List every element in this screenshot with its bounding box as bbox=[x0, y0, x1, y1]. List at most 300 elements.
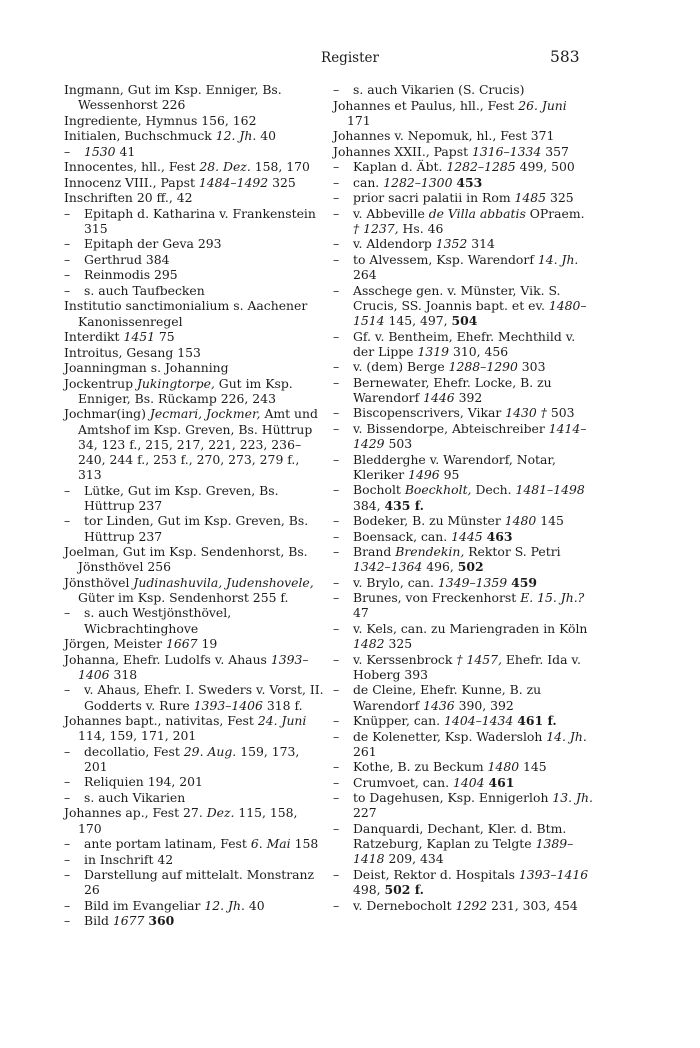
entry-text: can. bbox=[353, 174, 384, 190]
index-subentry bbox=[333, 759, 593, 774]
entry-text: 40 bbox=[244, 897, 265, 913]
entry-text: 503 bbox=[546, 405, 575, 421]
subentry-dash: – bbox=[333, 159, 340, 175]
index-subentry bbox=[333, 405, 593, 420]
index-subentry bbox=[64, 898, 324, 913]
index-entry bbox=[64, 406, 324, 482]
subentry-dash: – bbox=[333, 374, 340, 390]
entry-text: 318 f. bbox=[262, 697, 303, 713]
entry-text: Reliquien 194, 201 bbox=[84, 774, 203, 790]
subentry-dash: – bbox=[64, 143, 71, 159]
entry-text: 12. Jh. bbox=[215, 128, 257, 144]
entry-text: s. auch Vikarien (S. Crucis) bbox=[353, 82, 525, 97]
entry-text: Bodeker, B. zu Münster bbox=[353, 513, 505, 529]
entry-text: Gf. v. Bentheim, Ehefr. Mechthild v. der Lippe bbox=[353, 328, 576, 359]
entry-text: de Cleine, Ehefr. Kunne, B. zu Warendorf bbox=[353, 682, 542, 713]
subentry-dash: – bbox=[333, 759, 340, 775]
entry-text: v. Bissendorpe, Abteischreiber bbox=[353, 420, 549, 436]
entry-text: Joanningman s. Johanning bbox=[64, 360, 229, 376]
entry-text: 13. Jh. bbox=[552, 790, 593, 806]
entry-text: Gerthrud 384 bbox=[84, 251, 170, 267]
entry-text: 503 bbox=[384, 436, 413, 452]
entry-text: Lütke, Gut im Ksp. Greven, Bs. Hüttrup 237 bbox=[84, 482, 279, 513]
entry-text: v. Kels, can. zu Mariengraden in Köln bbox=[353, 620, 588, 636]
entry-text: 1446 bbox=[423, 389, 455, 405]
subentry-dash: – bbox=[333, 82, 340, 97]
index-subentry bbox=[64, 236, 324, 251]
entry-text: v. Aldendorp bbox=[353, 236, 436, 252]
index-subentry bbox=[333, 590, 593, 620]
subentry-dash: – bbox=[333, 774, 340, 790]
entry-text: 41 bbox=[115, 143, 136, 159]
entry-text: in Inschrift 42 bbox=[84, 851, 174, 867]
index-subentry bbox=[64, 267, 324, 282]
index-entry bbox=[64, 636, 324, 651]
entry-text: v. Dernebocholt bbox=[353, 897, 456, 913]
index-entry bbox=[64, 544, 324, 574]
entry-text: Judinashuvila, Judenshovele, bbox=[133, 574, 314, 590]
index-column-right bbox=[333, 82, 593, 913]
index-entry bbox=[64, 298, 324, 328]
entry-text: OPraem. bbox=[525, 205, 585, 221]
index-entry bbox=[64, 329, 324, 344]
entry-text: 504 bbox=[451, 313, 478, 329]
entry-text: v. Abbeville bbox=[353, 205, 429, 221]
subentry-dash: – bbox=[333, 866, 340, 882]
subentry-dash: – bbox=[333, 420, 340, 436]
index-subentry bbox=[333, 375, 593, 405]
entry-text: Danquardi, Dechant, Kler. d. Btm. Ratzeburg, Kaplan zu Telgte bbox=[353, 820, 567, 852]
entry-text: 1436 bbox=[423, 697, 455, 713]
entry-text: Jörgen, Meister bbox=[64, 636, 166, 652]
entry-text: 6. Mai bbox=[250, 836, 291, 852]
entry-text: 502 f. bbox=[384, 882, 424, 898]
entry-text: Gut im Ksp. Enniger, Bs. Rückamp 226, 243 bbox=[78, 375, 293, 406]
entry-text: 1481–1498 bbox=[515, 482, 585, 498]
entry-text: Biscopenscrivers, Vikar bbox=[353, 405, 506, 421]
subentry-dash: – bbox=[333, 482, 340, 498]
subentry-dash: – bbox=[64, 836, 71, 852]
entry-text: 384, bbox=[353, 497, 385, 513]
entry-text: 24. Juni bbox=[257, 713, 307, 729]
entry-text: Epitaph der Geva 293 bbox=[84, 236, 222, 252]
subentry-dash: – bbox=[64, 513, 71, 529]
index-subentry bbox=[333, 529, 593, 544]
index-entry bbox=[333, 144, 593, 159]
entry-text: 171 bbox=[347, 112, 371, 128]
entry-text: de Kolenetter, Ksp. Wadersloh bbox=[353, 728, 547, 744]
subentry-dash: – bbox=[64, 236, 71, 252]
entry-text: 1288–1290 bbox=[448, 359, 518, 375]
entry-text: s. auch Taufbecken bbox=[84, 282, 205, 298]
index-subentry bbox=[333, 729, 593, 759]
entry-text: 318 bbox=[109, 666, 138, 682]
index-subentry bbox=[333, 175, 593, 190]
subentry-dash: – bbox=[333, 544, 340, 560]
entry-text: 310, 456 bbox=[449, 343, 509, 359]
entry-text: 209, 434 bbox=[384, 851, 444, 867]
entry-text: 325 bbox=[546, 190, 574, 206]
subentry-dash: – bbox=[64, 867, 71, 883]
entry-text: Innocenz VIII., Papst bbox=[64, 174, 199, 190]
entry-text: 145 bbox=[519, 759, 547, 775]
entry-text: Reinmodis 295 bbox=[84, 267, 178, 283]
entry-text: 1414–1429 bbox=[353, 420, 587, 452]
index-subentry bbox=[333, 652, 593, 682]
index-subentry bbox=[333, 190, 593, 205]
entry-text: 1282–1300 bbox=[383, 174, 453, 190]
subentry-dash: – bbox=[64, 267, 71, 283]
subentry-dash: – bbox=[333, 790, 340, 806]
entry-text: Jockentrup bbox=[64, 375, 137, 391]
index-subentry bbox=[64, 867, 324, 897]
entry-text: 459 bbox=[511, 574, 538, 590]
index-subentry bbox=[333, 682, 593, 712]
entry-text: 463 bbox=[486, 528, 513, 544]
subentry-dash: – bbox=[64, 897, 71, 913]
subentry-dash: – bbox=[64, 743, 71, 759]
index-subentry bbox=[333, 359, 593, 374]
entry-text: 19 bbox=[197, 636, 218, 652]
subentry-dash: – bbox=[333, 513, 340, 529]
index-subentry bbox=[333, 898, 593, 913]
entry-text: Kothe, B. zu Beckum bbox=[353, 759, 488, 775]
subentry-dash: – bbox=[333, 897, 340, 913]
subentry-dash: – bbox=[333, 328, 340, 344]
index-subentry bbox=[64, 252, 324, 267]
entry-text: 1316–1334 bbox=[472, 143, 542, 159]
entry-text: 145 bbox=[536, 513, 564, 529]
subentry-dash: – bbox=[64, 605, 71, 621]
subentry-dash: – bbox=[333, 174, 340, 190]
subentry-dash: – bbox=[333, 620, 340, 636]
subentry-dash: – bbox=[333, 359, 340, 375]
entry-text: Rektor S. Petri bbox=[464, 544, 561, 560]
entry-text: 145, 497, bbox=[384, 313, 452, 329]
index-subentry bbox=[333, 329, 593, 359]
entry-text: 461 bbox=[488, 774, 515, 790]
index-subentry bbox=[333, 713, 593, 728]
entry-text: prior sacri palatii in Rom bbox=[353, 190, 515, 206]
entry-text: 360 bbox=[148, 913, 175, 929]
entry-text: 1282–1285 bbox=[446, 159, 516, 175]
index-subentry bbox=[64, 913, 324, 928]
entry-text: 357 bbox=[541, 143, 569, 159]
entry-text: Ingrediente, Hymnus 156, 162 bbox=[64, 112, 257, 128]
entry-text: Ingmann, Gut im Ksp. Enniger, Bs. Wessenhorst 226 bbox=[64, 82, 282, 113]
index-entry bbox=[64, 713, 324, 743]
entry-text: Kaplan d. Äbt. bbox=[353, 159, 447, 175]
index-subentry bbox=[333, 544, 593, 574]
index-subentry bbox=[64, 682, 324, 712]
index-subentry bbox=[333, 159, 593, 174]
index-entry bbox=[64, 113, 324, 128]
entry-text: Initialen, Buchschmuck bbox=[64, 128, 216, 144]
index-subentry bbox=[64, 744, 324, 774]
subentry-dash: – bbox=[333, 190, 340, 206]
index-subentry bbox=[333, 621, 593, 651]
entry-text: Johannes et Paulus, hll., Fest bbox=[333, 97, 519, 113]
entry-text: Deist, Rektor d. Hospitals bbox=[353, 866, 519, 882]
entry-text: 75 bbox=[154, 329, 175, 345]
entry-text: 1430 † bbox=[505, 405, 547, 421]
index-subentry bbox=[64, 836, 324, 851]
entry-text: 453 bbox=[456, 174, 483, 190]
index-entry bbox=[64, 190, 324, 205]
entry-text: 1530 bbox=[84, 143, 116, 159]
entry-text: 1349–1359 bbox=[437, 574, 508, 590]
entry-text: ante portam latinam, Fest bbox=[84, 836, 251, 852]
entry-text: 1480 bbox=[487, 759, 520, 775]
entry-text: Jochmar(ing) bbox=[64, 406, 150, 422]
subentry-dash: – bbox=[64, 682, 71, 698]
entry-text: † 1237, bbox=[353, 220, 399, 236]
subentry-dash: – bbox=[333, 405, 340, 421]
entry-text: 1445 bbox=[451, 528, 483, 544]
subentry-dash: – bbox=[333, 713, 340, 729]
entry-text: 314 bbox=[467, 236, 495, 252]
entry-text: to Dagehusen, Ksp. Ennigerloh bbox=[353, 790, 553, 806]
entry-text: Boensack, can. bbox=[353, 528, 452, 544]
entry-text: Johannes ap., Fest 27. bbox=[64, 805, 207, 821]
index-entry bbox=[64, 345, 324, 360]
entry-text: 392 bbox=[454, 389, 483, 405]
entry-text: 29. Aug. bbox=[183, 743, 237, 759]
entry-text: 1480–1514 bbox=[353, 297, 587, 329]
subentry-dash: – bbox=[64, 789, 71, 805]
entry-text: v. Ahaus, Ehefr. I. Sweders v. Vorst, II. Godderts v. Rure bbox=[84, 682, 324, 713]
entry-text: to Alvessem, Ksp. Warendorf bbox=[353, 251, 538, 267]
entry-text: Jönsthövel bbox=[64, 574, 134, 590]
index-subentry bbox=[64, 605, 324, 635]
subentry-dash: – bbox=[64, 913, 71, 929]
entry-text: 1677 bbox=[112, 913, 145, 929]
index-subentry bbox=[64, 206, 324, 236]
entry-text: 1342–1364 bbox=[353, 559, 423, 575]
index-subentry bbox=[333, 775, 593, 790]
index-entry bbox=[64, 128, 324, 143]
index-subentry bbox=[333, 867, 593, 897]
subentry-dash: – bbox=[333, 528, 340, 544]
entry-text: 47 bbox=[353, 605, 369, 621]
index-entry bbox=[333, 98, 593, 128]
entry-text: 1389–1418 bbox=[353, 836, 574, 867]
entry-text: 28. Dez. bbox=[199, 159, 251, 175]
index-subentry bbox=[333, 821, 593, 867]
entry-text: 114, 159, 171, 201 bbox=[78, 728, 197, 744]
index-entry bbox=[64, 376, 324, 406]
entry-text: 303 bbox=[517, 359, 546, 375]
entry-text: Dez. bbox=[206, 805, 235, 821]
entry-text: Introitus, Gesang 153 bbox=[64, 344, 201, 360]
index-subentry bbox=[64, 483, 324, 513]
index-column-left bbox=[64, 82, 324, 929]
entry-text: 1480 bbox=[504, 513, 537, 529]
index-entry bbox=[64, 805, 324, 835]
index-entry bbox=[64, 652, 324, 682]
entry-text: 1484–1492 bbox=[198, 174, 269, 190]
index-entry bbox=[64, 575, 324, 605]
index-subentry bbox=[64, 144, 324, 159]
entry-text: 227 bbox=[353, 805, 377, 821]
entry-text: 264 bbox=[353, 267, 377, 283]
entry-text: 1404–1434 bbox=[444, 713, 514, 729]
entry-text: Güter im Ksp. Sendenhorst 255 f. bbox=[78, 589, 289, 605]
entry-text: Jukingtorpe, bbox=[136, 375, 215, 391]
entry-text: 1485 bbox=[514, 190, 547, 206]
entry-text: 390, 392 bbox=[454, 697, 514, 713]
entry-text: Epitaph d. Katharina v. Frankenstein 315 bbox=[84, 205, 316, 236]
index-entry bbox=[64, 175, 324, 190]
entry-text: 498, bbox=[353, 882, 385, 898]
entry-text: 14. Jh. bbox=[537, 251, 579, 267]
entry-text: Innocentes, hll., Fest bbox=[64, 159, 200, 175]
running-header: Register bbox=[321, 50, 379, 66]
entry-text: s. auch Vikarien bbox=[84, 789, 186, 805]
subentry-dash: – bbox=[333, 251, 340, 267]
entry-text: Inschriften 20 ff., 42 bbox=[64, 190, 193, 206]
index-subentry bbox=[64, 790, 324, 805]
entry-text: Brand bbox=[353, 544, 396, 560]
subentry-dash: – bbox=[333, 820, 340, 836]
entry-text: 502 bbox=[457, 559, 484, 575]
entry-text: Johanna, Ehefr. Ludolfs v. Ahaus bbox=[64, 651, 271, 667]
entry-text: 325 bbox=[268, 174, 296, 190]
index-subentry bbox=[333, 252, 593, 282]
index-subentry bbox=[333, 482, 593, 512]
entry-text: 1352 bbox=[435, 236, 468, 252]
entry-text: v. Brylo, can. bbox=[353, 574, 438, 590]
entry-text: 26. Juni bbox=[518, 97, 567, 113]
index-entry bbox=[333, 128, 593, 143]
entry-text: Asschege gen. v. Münster, Vik. S. Crucis, SS. Joannis bapt. et ev. bbox=[353, 282, 561, 313]
entry-text: Johannes v. Nepomuk, hl., Fest 371 bbox=[333, 128, 555, 144]
subentry-dash: – bbox=[64, 774, 71, 790]
entry-text: Bocholt bbox=[353, 482, 405, 498]
subentry-dash: – bbox=[64, 205, 71, 221]
subentry-dash: – bbox=[333, 236, 340, 252]
entry-text: 158, 170 bbox=[250, 159, 310, 175]
index-subentry bbox=[333, 575, 593, 590]
entry-text: 40 bbox=[256, 128, 276, 144]
index-subentry bbox=[333, 790, 593, 820]
index-subentry bbox=[333, 452, 593, 482]
subentry-dash: – bbox=[333, 682, 340, 698]
entry-text: Boeckholt, bbox=[404, 482, 472, 498]
subentry-dash: – bbox=[64, 482, 71, 498]
entry-text: 1667 bbox=[166, 636, 198, 652]
entry-text: de Villa abbatis bbox=[428, 205, 526, 221]
entry-text: 14. Jh. bbox=[546, 728, 587, 744]
entry-text: 12. Jh. bbox=[204, 897, 245, 913]
entry-text: 1393–1406 bbox=[193, 697, 263, 713]
entry-text: Bledderghe v. Warendorf, Notar, Kleriker bbox=[353, 451, 556, 482]
entry-text: 1404 bbox=[452, 774, 485, 790]
entry-text: 435 f. bbox=[384, 497, 424, 513]
entry-text: s. auch Westjönsthövel, Wicbrachtinghove bbox=[84, 605, 232, 636]
page-number: 583 bbox=[550, 48, 580, 66]
entry-text: Johannes XXII., Papst bbox=[333, 143, 473, 159]
entry-text: E. 15. Jh.? bbox=[520, 590, 585, 606]
entry-text: 158 bbox=[290, 836, 319, 852]
index-entry bbox=[64, 159, 324, 174]
subentry-dash: – bbox=[333, 451, 340, 467]
entry-text: decollatio, Fest bbox=[84, 743, 184, 759]
entry-text: 115, 158, 170 bbox=[78, 805, 298, 836]
entry-text: 325 bbox=[384, 636, 413, 652]
entry-text: 496, bbox=[422, 559, 458, 575]
entry-text: 1319 bbox=[417, 343, 449, 359]
entry-text: Bild im Evangeliar bbox=[84, 897, 205, 913]
index-subentry bbox=[64, 513, 324, 543]
entry-text: 499, 500 bbox=[515, 159, 575, 175]
entry-text: 231, 303, 454 bbox=[487, 897, 578, 913]
subentry-dash: – bbox=[333, 574, 340, 590]
index-subentry bbox=[64, 283, 324, 298]
index-entry bbox=[64, 360, 324, 375]
subentry-dash: – bbox=[333, 282, 340, 298]
entry-text: 461 f. bbox=[517, 713, 557, 729]
index-subentry bbox=[333, 206, 593, 236]
entry-text: 1496 bbox=[408, 466, 440, 482]
subentry-dash: – bbox=[64, 251, 71, 267]
entry-text: Johannes bapt., nativitas, Fest bbox=[64, 713, 258, 729]
entry-text: Amt und Amtshof im Ksp. Greven, Bs. Hüttrup 34, 123 f., 215, 217, 221, 223, 236–240, 244 f., 253 f., 270, 273, 279 f., 313 bbox=[78, 406, 318, 483]
entry-text: 1393–1416 bbox=[518, 866, 589, 882]
entry-text: 159, 173, 201 bbox=[84, 743, 300, 774]
entry-text: Interdikt bbox=[64, 329, 124, 345]
entry-text: Institutio sanctimonialium s. Aachener Kanonissenregel bbox=[64, 298, 308, 329]
subentry-dash: – bbox=[333, 728, 340, 744]
index-subentry bbox=[333, 283, 593, 329]
entry-text: tor Linden, Gut im Ksp. Greven, Bs. Hüttrup 237 bbox=[84, 513, 309, 544]
index-subentry bbox=[333, 82, 593, 97]
subentry-dash: – bbox=[333, 651, 340, 667]
entry-text: Darstellung auf mittelalt. Monstranz 26 bbox=[84, 867, 315, 898]
entry-text: Joelman, Gut im Ksp. Sendenhorst, Bs. Jönsthövel 256 bbox=[64, 544, 308, 575]
entry-text: 1451 bbox=[123, 329, 155, 345]
entry-text: Brunes, von Freckenhorst bbox=[353, 590, 521, 606]
entry-text: Brendekin, bbox=[395, 544, 465, 560]
entry-text: 261 bbox=[353, 743, 377, 759]
index-subentry bbox=[333, 236, 593, 251]
subentry-dash: – bbox=[333, 590, 340, 606]
entry-text: Jecmari, Jockmer, bbox=[149, 406, 261, 422]
index-subentry bbox=[333, 421, 593, 451]
index-subentry bbox=[64, 774, 324, 789]
entry-text: 1482 bbox=[353, 636, 385, 652]
entry-text: v. Kerssenbrock bbox=[353, 651, 457, 667]
subentry-dash: – bbox=[333, 205, 340, 221]
entry-text: 1393–1406 bbox=[78, 651, 309, 682]
subentry-dash: – bbox=[64, 282, 71, 298]
entry-text: Knüpper, can. bbox=[353, 713, 445, 729]
entry-text: Bernewater, Ehefr. Locke, B. zu Warendorf bbox=[353, 374, 552, 405]
entry-text: 1292 bbox=[455, 897, 488, 913]
entry-text: † 1457, bbox=[456, 651, 502, 667]
entry-text: Crumvoet, can. bbox=[353, 774, 453, 790]
index-subentry bbox=[333, 513, 593, 528]
entry-text: Dech. bbox=[471, 482, 516, 498]
index-entry bbox=[64, 82, 324, 112]
entry-text: Hs. 46 bbox=[398, 220, 444, 236]
entry-text: v. (dem) Berge bbox=[353, 359, 449, 375]
entry-text: Ehefr. Ida v. Hoberg 393 bbox=[353, 651, 581, 682]
index-subentry bbox=[64, 852, 324, 867]
entry-text: Bild bbox=[84, 913, 113, 929]
entry-text: 95 bbox=[439, 466, 460, 482]
subentry-dash: – bbox=[64, 851, 71, 867]
